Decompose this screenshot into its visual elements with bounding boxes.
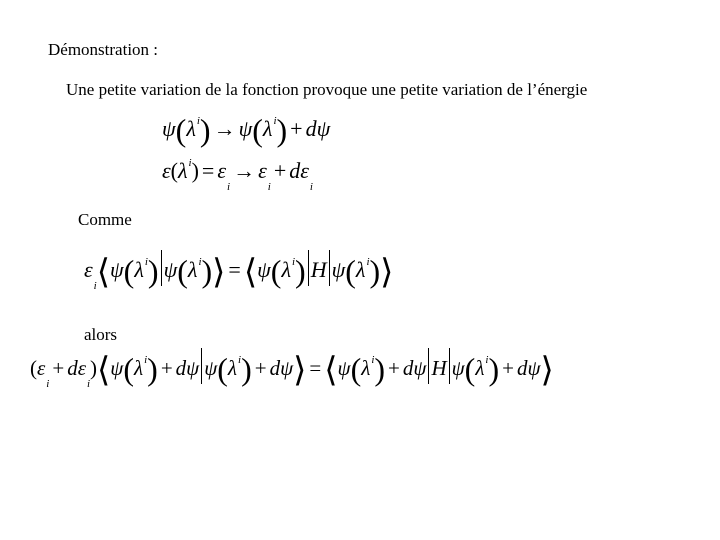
alors-label: alors: [84, 325, 118, 344]
equation-energy-variation: $\varepsilon(\lambda^i) = \varepsilon_i\to \varepsilon_i+ d\varepsilon_i$: [162, 157, 313, 193]
equation-psi-variation: $\psi(\lambda^i) \to \psi(\lambda^i) + d\psi$: [162, 112, 331, 148]
equation-perturbed: ($\varepsilon_i+$ $d\varepsilon_i)⟨\psi(\lambda^i) + d\psi$ $\psi(\lambda^i)$ + dψ⟩ $=⟨\psi(\lambda^i) + d\psi$ H $\psi(\lambda^i)$ + dψ⟩: [30, 348, 554, 390]
comme-label: Comme: [78, 210, 132, 229]
equation-eigenvalue: $\varepsilon_i⟨\psi(\lambda^i)$ $\psi(\lambda^i)⟩$ $=⟨\psi(\lambda^i)$ H $\psi(\lambda^i)⟩$: [84, 250, 393, 292]
heading: Démonstration :: [48, 40, 159, 59]
intro-text: Une petite variation de la fonction provoque une petite variation de l’énergie: [66, 80, 588, 99]
